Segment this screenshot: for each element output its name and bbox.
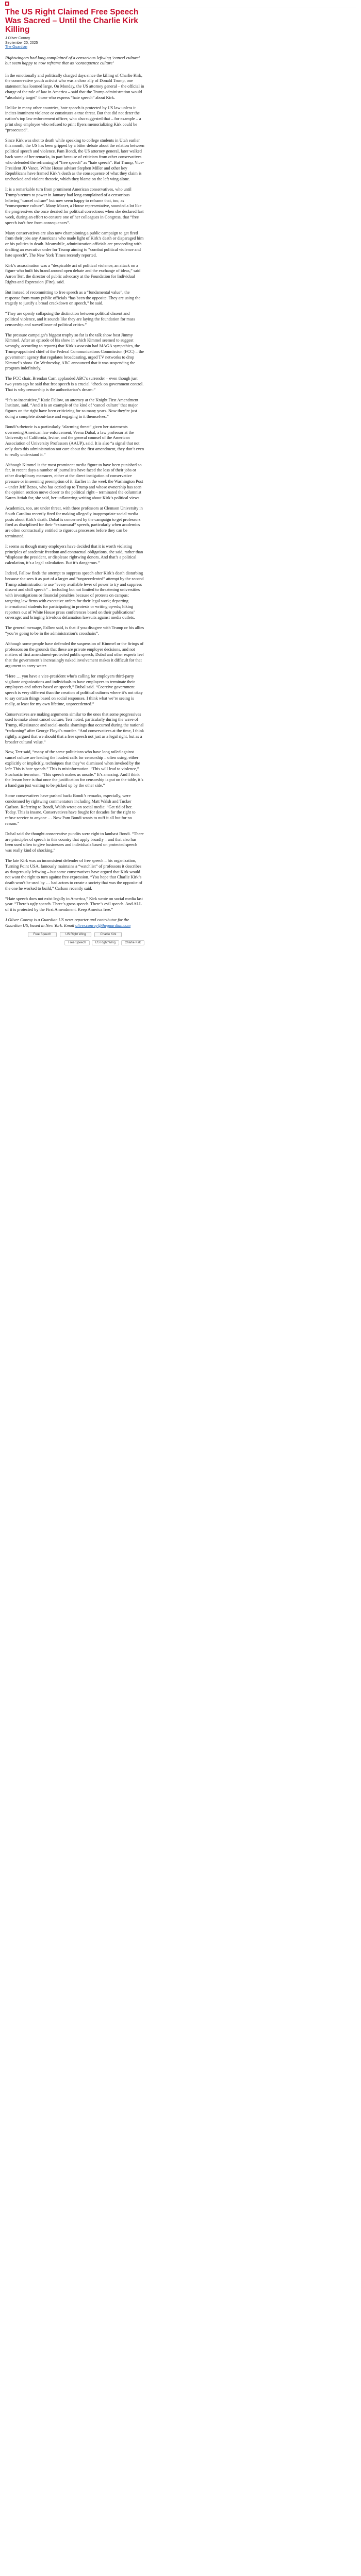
paragraph: Unlike in many other countries, hate speech is protected by US law unless it incites imminent violence or constitutes a true threat. But that did not deter the nation’s top law enforcement officer, who also suggested that – for example – a print shop employee who refused to print flyers memorializing Kirk could be “prosecuted”. xyxy=(5,105,141,132)
author-note xyxy=(5,918,144,929)
author-note-location: for the Guardian US, based in New York. xyxy=(5,918,129,928)
paragraph: The late Kirk was an inconsistent defender of free speech – his organization, Turning Point USA, famously maintains a “watchlist” of professors it describes as dangerously leftwing – but some conservatives have argued that Kirk would not want the right to turn against free expression. “You hope that Charlie Kirk’s death won’t be used by … bad actors to create a society that was the opposite of the one he worked to build,” Carlson recently said. xyxy=(5,858,142,891)
article xyxy=(5,8,144,945)
paragraph: The pressure campaign’s biggest trophy so far is the talk show host Jimmy Kimmel. After an episode of his show in which Kimmel seemed to suggest wrongly, according to reports) that Kirk’s assassin had MAGA sympathies, the Trump-appointed chief of the Federal Communications Commission (FCC) – the government agency that regulates broadcasting, urged TV networks to drop Kimmel’s show. On Wednesday, ABC announced that it was suspending the program indefinitely. xyxy=(5,332,144,371)
paragraph: Since Kirk was shot to death while speaking to college students in Utah earlier this month, the US has been gripped by a bitter debate about the relation between political speech and violence. Pam Bondi, the US attorney general, later walked back some of her remarks, in part because of criticism from other conservatives who defended the reframing of “free speech” as “hate speech”. But Trump, Vice-President JD Vance, White House adviser Stephen Miller and other key Republicans have framed Kirk’s death as the consequence of what they claim is unchecked and violent rhetoric, which they blame on the left wing alone. xyxy=(5,138,144,182)
paragraph: Many conservatives are also now championing a public campaign to get fired from their jobs any Americans who made light of Kirk’s death or disparaged him or his politics in death. Meanwhile, administration officials are proceeding with drafting an executive order for Trump aiming to “combat political violence and hate speech”, The New York Times recently reported. xyxy=(5,230,144,258)
paragraph: The general message, Fallow said, is that if you disagree with Trump or his allies “you’re going to be in the administration’s crosshairs”. xyxy=(5,625,144,636)
source-link[interactable]: The Guardian xyxy=(5,45,27,49)
tag-chip[interactable]: Free Speech xyxy=(64,940,89,945)
byline xyxy=(5,37,144,50)
paragraph: Although Kimmel is the most prominent media figure to have been punished so far, in recent days a number of journalists have faced the loss of their jobs or other disciplinary measures, either at the direct instigation of conservative pressure or in seeming preemption of it. Earlier in the week the Washington Post – under Jeff Bezos, who has cozied up to Trump and whose ownership has seen the opinion section move closer to the political right – terminated the columnist Karen Attiah for, she said, her unflattering writing about Kirk’s political views. xyxy=(5,462,143,501)
share-button[interactable]: Charlie Kirk xyxy=(94,932,122,937)
paragraph: Indeed, Fallow finds the attempt to suppress speech after Kirk’s death disturbing because she sees it as part of a larger and “unprecedented” attempt by the second Trump administration to use “every available lever of power to try and suppress dissent and chill speech” – including but not limited to threatening universities with investigations or financial penalties because of protests on campus; targeting law firms with executive orders for their legal work; deporting international students for participating in protests or writing op-eds; hiking reporters out of White House press conferences based on their publications’ coverage; and bringing frivolous defamation lawsuits against media outlets. xyxy=(5,571,144,620)
author-note-text: J Oliver Conroy is a Guardian US news reporter and contributor xyxy=(5,918,117,923)
article-headline: The US Right Claimed Free Speech Was Sacred – Until the Charlie Kirk Killing xyxy=(5,8,139,34)
author-email-link[interactable]: oliver.conroy@theguardian.com xyxy=(75,923,131,928)
email-label: Email xyxy=(64,923,74,928)
paragraph: Although some people have defended the suspension of Kimmel or the firings of professors on the grounds that these are private employer decisions, and not matters of first amendment-protected public speech, Dubal and other experts feel that the government’s increasingly naked involvement makes it difficult for that argument to carry water. xyxy=(5,641,144,668)
tag-chip[interactable]: US Right Wing xyxy=(92,940,119,945)
paragraph: It seems as though many employers have decided that it is worth violating principles of academic freedom and contractual obligations, she said, rather than “displease the president, or displease rightwing donors. And that’s a political calculation, it’s a legal calculation. But it’s dangerous.” xyxy=(5,544,143,566)
paragraph: Some conservatives have pushed back: Bondi’s remarks, especially, were condemned by rightwing commentators including Matt Walsh and Tucker Carlson. Referring to Bondi, Walsh wrote on social media: “Get rid of her. Today. This is insane. Conservatives have fought for decades for the right to refuse service to anyone … Now Pam Bondi wants to nuff it all but for no reason.” xyxy=(5,793,136,826)
share-button[interactable]: US Right Wing xyxy=(60,932,91,937)
author-name: J Oliver Conroy xyxy=(5,37,30,40)
paragraph: Now, Terr said, “many of the same politicians who have long railed against cancel culture are leading the loudest calls for censorship – often using, either explicitly or implicitly, techniques that they’ve dismissed when invoked by the left: This is hate speech.” This is misinformation. “This will lead to violence,” Stochastic terrorism. “This speech makes us unsafe.” It’s amazing. And I think the lesson here is that once the justification for censorship is put on the table, it’s a hand gun just waiting to be picked up by the other side.” xyxy=(5,750,143,788)
site-header xyxy=(5,1,356,7)
paragraph: The FCC chair, Brendan Carr, applauded ABC’s surrender – even though just two years ago he said that free speech is a crucial “check on government control. That is why censorship is the authoritarian’s dream.” xyxy=(5,376,144,392)
site-logo[interactable] xyxy=(5,2,9,6)
paragraph: “Hate speech does not exist legally in America,” Kirk wrote on social media last year. “There’s ugly speech. There’s gross speech. There’s evil speech. And ALL of it is protected by the First Amendment. Keep America free.” xyxy=(5,896,143,912)
paragraph: Conservatives are making arguments similar to the ones that some progressives used to make about cancel culture, Terr noted, particularly during the wave of Trump, #Resistance and social-media shamings that occurred during the national “reckoning” after George Floyd’s murder. “And conservatives at the time, I think rightly, argued that we should that a free speech not just as a legal right, but as a broader cultural value.” xyxy=(5,711,144,744)
share-button[interactable]: Free Speech xyxy=(28,932,57,937)
paragraph: But instead of recommitting to free speech as a “fundamental value”, the response from many public officials “has been the opposite. They are using the tragedy to justify a broad crackdown on speech,” he said. xyxy=(5,290,141,306)
publish-date: September 20, 2025 xyxy=(5,41,38,45)
paragraph: “It’s so insensitive,” Katie Fallow, an attorney at the Knight First Amendment Institute, said. “And it is an example of the kind of ‘cancel culture’ that major figures on the right have been criticizing for so many years. Now they’re just doing a complete about-face and engaging in it themselves.” xyxy=(5,397,139,419)
paragraph: In the emotionally and politically charged days since the killing of Charlie Kirk, the conservative youth activist who was a close ally of Donald Trump, one statement has loomed large. On Monday, the US attorney general – the official in charge of the rule of law in America – said that the Trump administration would “absolutely target” those who express “hate speech” about Kirk. xyxy=(5,73,144,100)
paragraph: Dubal said she thought conservative pundits were right to lambast Bondi. “There are principles of speech in this country that apply broadly – and that also has been used often to give businesses and individuals based on protected speech was really kind of shocking.” xyxy=(5,831,144,853)
paragraph: Academics, too, are under threat, with three professors at Clemson University in South Carolina recently fired for making allegedly inappropriate social media posts about Kirk’s death. Dubal is concerned by the campaign to get professors fired as disciplined for their “extramural” speech, particularly when academics are often contractually entitled to rigorous processes before they can be terminated. xyxy=(5,506,143,539)
article-body xyxy=(5,73,144,913)
tag-chip[interactable]: Charlie Kirk xyxy=(121,940,144,945)
paragraph: Bondi’s rhetoric is a particularly “alarming threat” given her statements overseeing American law enforcement, Veena Dubal, a law professor at the University of California, Irvine, and the general counsel of the American Association of University Professors (AAUP), said. It is also “a signal that not only does this administration not care about the first amendment, they don’t even to really understand it.” xyxy=(5,424,144,457)
share-row xyxy=(5,932,144,937)
article-lede: Rightwingers had long complained of a censorious leftwing ‘cancel culture’ but seem happy to now reframe that as ‘consequence culture’ xyxy=(5,55,140,66)
paragraph: “Here … you have a vice-president who’s calling for employers third-party vigilante organizations and individuals to have employees to terminate their employees and others based on speech,” Dubal said. “Coercive government speech is very different than the creation of political cultures where it’s not okay to say certain things based on social responses. I think what we’re seeing is really, at least for my own lifetime, unprecedented.” xyxy=(5,673,143,706)
paragraph: It is a remarkable turn from prominent American conservatives, who until Trump’s return to power in January had long complained of a censorious leftwing “cancel culture” but now seem happy to reframe that, too, as “consequence culture”. Many Maxer, a House representative, sounded a lot like the progressives she once decried for political correctness when she declared last week, during an effort to censure one of her colleagues in Congress, that “free speech isn’t free from consequences”. xyxy=(5,187,144,225)
paragraph: “They are openly collapsing the distinction between political dissent and political violence, and it sounds like they are laying the foundation for mass censorship and surveillance of political critics.” xyxy=(5,311,135,327)
tag-row xyxy=(5,940,144,945)
paragraph: Kirk’s assassination was a “despicable act of political violence, an attack on a figure who built his brand around open debate and the exchange of ideas,” said Aaron Terr, the director of public advocacy at the Foundation for Individual Rights and Expression (Fire), said. xyxy=(5,263,141,284)
